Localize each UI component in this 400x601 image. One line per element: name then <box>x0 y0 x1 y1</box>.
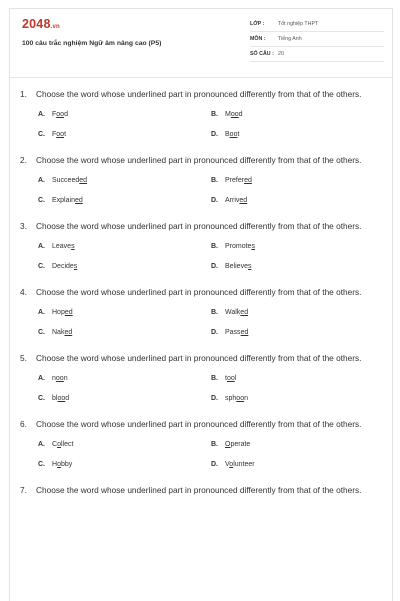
question-number: 5. <box>20 353 27 363</box>
meta-table <box>250 17 384 62</box>
option-letter: C. <box>38 461 45 468</box>
word-prefix: B <box>225 131 230 138</box>
underlined-part: oo <box>55 375 64 382</box>
underlined-part: oo <box>229 131 238 138</box>
answer-option[interactable] <box>211 394 380 404</box>
word-prefix: Hop <box>52 309 65 316</box>
answer-option[interactable] <box>38 262 211 272</box>
question-number: 6. <box>20 419 27 429</box>
question-item <box>20 418 380 470</box>
question-text: Choose the word whose underlined part in pronounced differently from that of the others. <box>36 485 362 495</box>
answer-option[interactable] <box>38 176 211 186</box>
option-letter: A. <box>38 441 45 448</box>
option-letter: B. <box>211 375 218 382</box>
question-number: 2. <box>20 155 27 165</box>
meta-row-class <box>250 17 384 32</box>
option-letter: C. <box>38 131 45 138</box>
question-number: 4. <box>20 287 27 297</box>
answer-option[interactable] <box>38 242 211 252</box>
answer-option[interactable] <box>211 308 380 318</box>
meta-key: SỐ CÂU : <box>250 51 274 57</box>
answer-options <box>38 440 380 470</box>
answer-option[interactable] <box>211 196 380 206</box>
option-letter: B. <box>211 441 218 448</box>
answer-options <box>38 110 380 140</box>
meta-key: MÔN : <box>250 36 266 42</box>
word-suffix: perate <box>230 441 251 448</box>
answer-option[interactable] <box>211 328 380 338</box>
word-prefix: Leave <box>52 243 72 250</box>
underlined-part: ed <box>240 309 249 316</box>
question-number: 7. <box>20 485 27 495</box>
meta-value: Tốt nghiệp THPT <box>278 21 319 27</box>
word-prefix: Arriv <box>225 197 240 204</box>
answer-option[interactable] <box>211 262 380 272</box>
word-prefix: Promote <box>225 243 252 250</box>
option-letter: C. <box>38 197 45 204</box>
question-number: 1. <box>20 89 27 99</box>
word-suffix: l <box>234 375 237 382</box>
word-prefix: M <box>225 111 231 118</box>
word-suffix: d <box>64 111 68 118</box>
option-letter: D. <box>211 197 218 204</box>
option-letter: C. <box>38 263 45 270</box>
answer-option[interactable] <box>38 440 211 450</box>
underlined-part: s <box>247 263 252 270</box>
option-letter: D. <box>211 395 218 402</box>
answer-option[interactable] <box>38 394 211 404</box>
answer-option[interactable] <box>211 242 380 252</box>
answer-options <box>38 242 380 272</box>
document-title: 100 câu trắc nghiệm Ngữ âm nâng cao (P5) <box>22 40 162 47</box>
answer-options <box>38 308 380 338</box>
word-suffix: bby <box>60 461 73 468</box>
underlined-part: s <box>251 243 255 250</box>
question-item <box>20 88 380 140</box>
underlined-part: ed <box>64 309 73 316</box>
word-prefix: Prefer <box>225 177 245 184</box>
word-prefix: t <box>225 375 227 382</box>
site-logo[interactable] <box>22 17 60 31</box>
word-prefix: Decide <box>52 263 74 270</box>
answer-option[interactable] <box>38 110 211 120</box>
answer-options <box>38 374 380 404</box>
word-suffix: t <box>64 131 67 138</box>
logo-suffix: .vn <box>50 24 60 30</box>
word-suffix: d <box>238 111 243 118</box>
meta-value: Tiếng Anh <box>278 36 302 42</box>
meta-value: 20 <box>278 51 284 57</box>
underlined-part: oo <box>236 395 245 402</box>
question-text: Choose the word whose underlined part in pronounced differently from that of the others. <box>36 419 362 429</box>
option-letter: D. <box>211 131 218 138</box>
underlined-part: o <box>229 461 234 468</box>
word-prefix: V <box>225 461 230 468</box>
answer-option[interactable] <box>38 130 211 140</box>
question-line <box>20 352 380 364</box>
option-letter: A. <box>38 177 45 184</box>
option-letter: A. <box>38 111 45 118</box>
option-letter: A. <box>38 375 45 382</box>
word-suffix: llect <box>60 441 74 448</box>
underlined-part: s <box>73 263 78 270</box>
underlined-part: ed <box>64 329 73 336</box>
word-prefix: Nak <box>52 329 65 336</box>
word-suffix: lunteer <box>233 461 255 468</box>
word-suffix: n <box>244 395 248 402</box>
word-prefix: sph <box>225 395 237 402</box>
answer-option[interactable] <box>211 460 380 470</box>
underlined-part: o <box>57 441 61 448</box>
word-prefix: Believe <box>225 263 248 270</box>
answer-option[interactable] <box>38 374 211 384</box>
option-letter: C. <box>38 395 45 402</box>
question-text: Choose the word whose underlined part in pronounced differently from that of the others. <box>36 89 362 99</box>
logo-main: 2048 <box>22 17 51 31</box>
underlined-part: oo <box>56 131 65 138</box>
answer-option[interactable] <box>211 374 380 384</box>
word-suffix: n <box>63 375 68 382</box>
question-text: Choose the word whose underlined part in pronounced differently from that of the others. <box>36 353 362 363</box>
meta-row-count <box>250 47 384 62</box>
question-line <box>20 88 380 100</box>
answer-option[interactable] <box>211 176 380 186</box>
answer-option[interactable] <box>38 328 211 338</box>
word-suffix: d <box>65 395 70 402</box>
option-letter: D. <box>211 461 218 468</box>
answer-option[interactable] <box>211 130 380 140</box>
word-prefix: bl <box>52 395 58 402</box>
question-item <box>20 352 380 404</box>
word-prefix: C <box>52 441 58 448</box>
question-line <box>20 286 380 298</box>
word-prefix: F <box>52 131 57 138</box>
underlined-part: ed <box>239 197 248 204</box>
word-suffix: t <box>237 131 240 138</box>
underlined-part: oo <box>57 395 66 402</box>
answer-option[interactable] <box>38 460 211 470</box>
question-line <box>20 418 380 430</box>
word-prefix: Pass <box>225 329 241 336</box>
word-prefix: F <box>52 111 57 118</box>
word-prefix: n <box>52 375 56 382</box>
option-letter: D. <box>211 329 218 336</box>
worksheet <box>9 8 393 601</box>
underlined-part: o <box>57 461 61 468</box>
answer-option[interactable] <box>211 110 380 120</box>
underlined-part: oo <box>226 375 235 382</box>
question-text: Choose the word whose underlined part in pronounced differently from that of the others. <box>36 287 362 297</box>
word-prefix: Succeed <box>52 177 80 184</box>
word-prefix: H <box>52 461 58 468</box>
word-prefix: Walk <box>225 309 241 316</box>
meta-row-subject <box>250 32 384 47</box>
question-item <box>20 286 380 338</box>
worksheet-header <box>10 9 392 78</box>
underlined-part: s <box>71 243 75 250</box>
option-letter: B. <box>211 243 218 250</box>
question-line <box>20 154 380 166</box>
word-prefix: Explain <box>52 197 75 204</box>
option-letter: A. <box>38 243 45 250</box>
question-item <box>20 484 380 496</box>
option-letter: B. <box>211 177 218 184</box>
underlined-part: ed <box>244 177 252 184</box>
question-text: Choose the word whose underlined part in pronounced differently from that of the others. <box>36 221 362 231</box>
option-letter: C. <box>38 329 45 336</box>
meta-key: LỚP : <box>250 21 265 27</box>
underlined-part: ed <box>240 329 249 336</box>
answer-options <box>38 176 380 206</box>
answer-option[interactable] <box>211 440 380 450</box>
answer-option[interactable] <box>38 196 211 206</box>
question-number: 3. <box>20 221 27 231</box>
answer-option[interactable] <box>38 308 211 318</box>
option-letter: B. <box>211 111 218 118</box>
underlined-part: oo <box>56 111 65 118</box>
option-letter: A. <box>38 309 45 316</box>
underlined-part: ed <box>79 177 88 184</box>
question-line <box>20 484 380 496</box>
question-list <box>10 78 392 496</box>
question-text: Choose the word whose underlined part in pronounced differently from that of the others. <box>36 155 362 165</box>
underlined-part: ed <box>74 197 83 204</box>
option-letter: B. <box>211 309 218 316</box>
underlined-part: O <box>225 441 231 448</box>
question-line <box>20 220 380 232</box>
question-item <box>20 220 380 272</box>
option-letter: D. <box>211 263 218 270</box>
question-item <box>20 154 380 206</box>
underlined-part: oo <box>230 111 239 118</box>
